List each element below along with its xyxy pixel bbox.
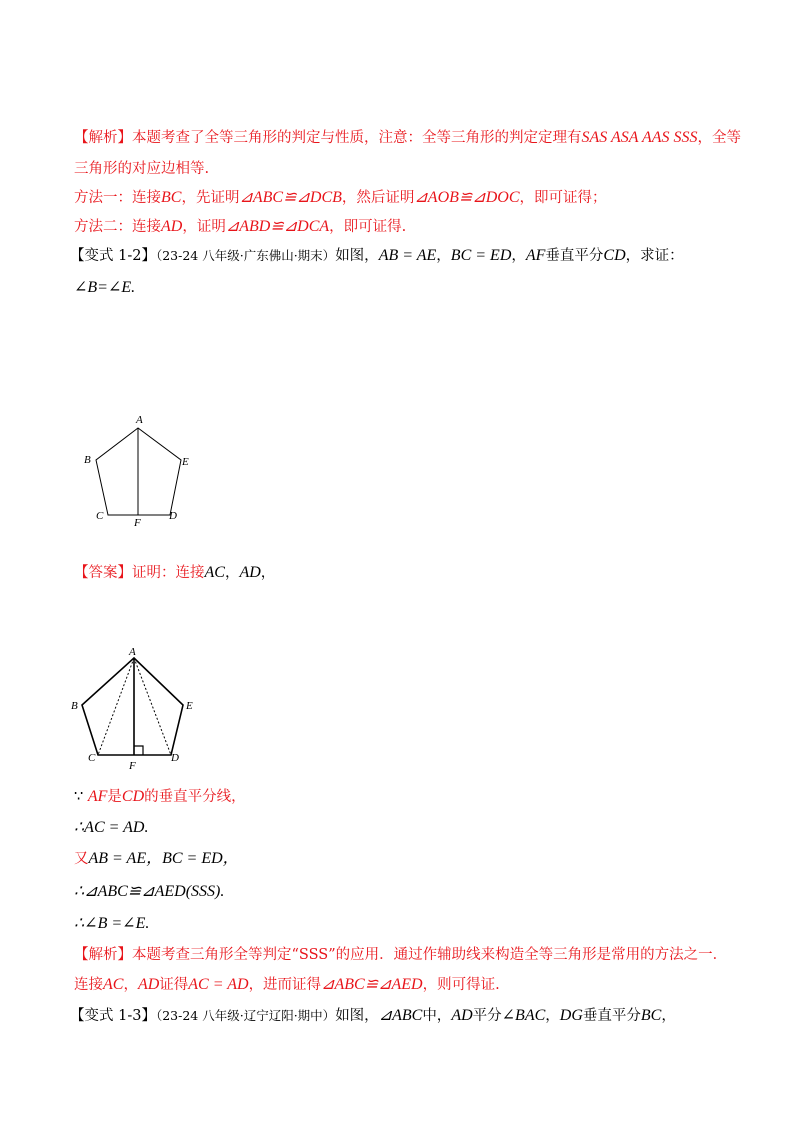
segment-dg: DG	[559, 1007, 583, 1024]
analysis-line-2: 三角形的对应边相等.	[74, 161, 210, 177]
congruence-2: ⊿AOB≌⊿DOC	[414, 189, 520, 206]
segment-bc: BC	[640, 1007, 662, 1024]
label-a: A	[129, 646, 136, 658]
proof-prefix: 又	[74, 851, 89, 867]
analysis-text-end: ，则可得证.	[422, 977, 500, 993]
segment-ad: AD	[451, 1007, 473, 1024]
variant-text-3: ，求证：	[625, 248, 684, 264]
congruence: ⊿ABC≌⊿AED	[321, 976, 423, 993]
method-one-mid2: ，然后证明	[341, 190, 415, 206]
method-two-prefix: 方法二：连接	[74, 219, 161, 235]
comma: ，	[123, 977, 138, 993]
segment-ac: AC	[103, 976, 124, 993]
variant-text: 如图，	[335, 1008, 379, 1024]
comma: ，	[260, 565, 276, 581]
analysis-text: 连接	[74, 977, 103, 993]
segment-af: AF	[87, 788, 108, 805]
proof-line-2: ∴AC = AD.	[74, 819, 149, 836]
comma: ，	[436, 248, 451, 264]
label-d: D	[171, 752, 179, 764]
variant-source: （23-24 八年级·辽宁辽阳·期中）	[155, 1008, 336, 1023]
right-angle-mark	[134, 746, 143, 755]
triangle-abc: ⊿ABC	[378, 1007, 423, 1024]
method-two-mid: ，证明	[182, 219, 226, 235]
proof-equalities: AB = AE，BC = ED，	[88, 850, 239, 867]
segment-af: AF	[525, 247, 546, 264]
congruence-3: ⊿ABD≌⊿DCA	[225, 218, 330, 235]
variant-1-2	[70, 246, 684, 266]
variant-1-3	[70, 1006, 676, 1026]
because-symbol: ∵	[74, 789, 84, 805]
figure-pentagon-2	[68, 640, 208, 775]
method-two	[74, 217, 406, 237]
segment-ad: AD	[137, 976, 160, 993]
eq-ac-ad: AC = AD	[188, 976, 249, 993]
analysis-text-end: ，全等	[697, 130, 741, 146]
answer-tag: 【答案】	[74, 565, 132, 581]
label-b: B	[84, 454, 91, 466]
variant-tag: 【变式 1-3】	[70, 1008, 156, 1024]
analysis-tag: 【解析】	[74, 947, 132, 963]
variant-text: 平分	[472, 1008, 502, 1024]
analysis-line-1	[74, 128, 741, 148]
variant-source: （23-24 八年级·广东佛山·期末）	[155, 248, 336, 263]
figure-pentagon-1	[78, 410, 198, 530]
angle-bac: ∠BAC	[501, 1007, 546, 1024]
variant-text-2: 垂直平分	[545, 248, 604, 264]
analysis-tag: 【解析】	[74, 130, 132, 146]
label-f: F	[134, 517, 141, 529]
label-a: A	[136, 414, 143, 426]
method-one	[74, 188, 607, 208]
analysis-text: 证得	[159, 977, 189, 993]
segment-ac: AC	[204, 564, 225, 581]
variant-text: 垂直平分	[582, 1008, 641, 1024]
answer-line	[74, 563, 275, 583]
label-e: E	[182, 456, 189, 468]
segment-ac-dashed	[98, 658, 134, 755]
segment-ad: AD	[239, 564, 261, 581]
comma: ，	[545, 1008, 560, 1024]
eq-ab-ae: AB = AE	[378, 247, 437, 264]
label-f: F	[129, 760, 136, 772]
eq-bc-ed: BC = ED	[450, 247, 512, 264]
label-b: B	[71, 700, 78, 712]
variant-1-2-goal: ∠B=∠E.	[74, 279, 136, 296]
proof-line-4: ∴⊿ABC≌⊿AED(SSS).	[74, 883, 225, 900]
label-e: E	[186, 700, 193, 712]
analysis-text: 本题考查了全等三角形的判定与性质，注意：全等三角形的判定定理有	[132, 130, 582, 146]
segment-cd: CD	[121, 788, 145, 805]
method-one-suffix: ，即可证得；	[519, 190, 607, 206]
congruence-1: ⊿ABC≌⊿DCB	[239, 189, 342, 206]
proof-line-1	[74, 787, 246, 807]
segment-cd: CD	[603, 247, 626, 264]
analysis2-line-2	[74, 975, 500, 995]
proof-line-3	[74, 849, 239, 869]
pentagon-outline	[82, 658, 183, 755]
analysis-text: 本题考查三角形全等判定“SSS”的应用．通过作辅助线来构造全等三角形是常用的方法之一．	[132, 947, 728, 963]
proof-text-end: 的垂直平分线，	[144, 789, 246, 805]
analysis2-line-1	[74, 945, 727, 965]
label-c: C	[96, 510, 104, 522]
segment-ad: AD	[161, 218, 183, 235]
segment-bc: BC	[161, 189, 182, 206]
proof-line-5: ∴∠B =∠E.	[74, 915, 150, 932]
variant-text: 中，	[422, 1008, 452, 1024]
method-one-mid1: ，先证明	[181, 190, 240, 206]
theorem-list: SAS ASA AAS SSS	[581, 129, 698, 146]
comma: ，	[661, 1008, 676, 1024]
answer-text: 证明：连接	[132, 565, 205, 581]
label-d: D	[169, 510, 177, 522]
proof-text: 是	[107, 789, 122, 805]
label-c: C	[88, 752, 96, 764]
variant-text: 如图，	[335, 248, 379, 264]
comma: ，	[511, 248, 526, 264]
method-two-suffix: ，即可证得.	[329, 219, 407, 235]
method-one-prefix: 方法一：连接	[74, 190, 161, 206]
variant-tag: 【变式 1-2】	[70, 248, 156, 264]
analysis-text: ，进而证得	[248, 977, 322, 993]
segment-ad-dashed	[134, 658, 171, 755]
comma: ，	[224, 565, 240, 581]
